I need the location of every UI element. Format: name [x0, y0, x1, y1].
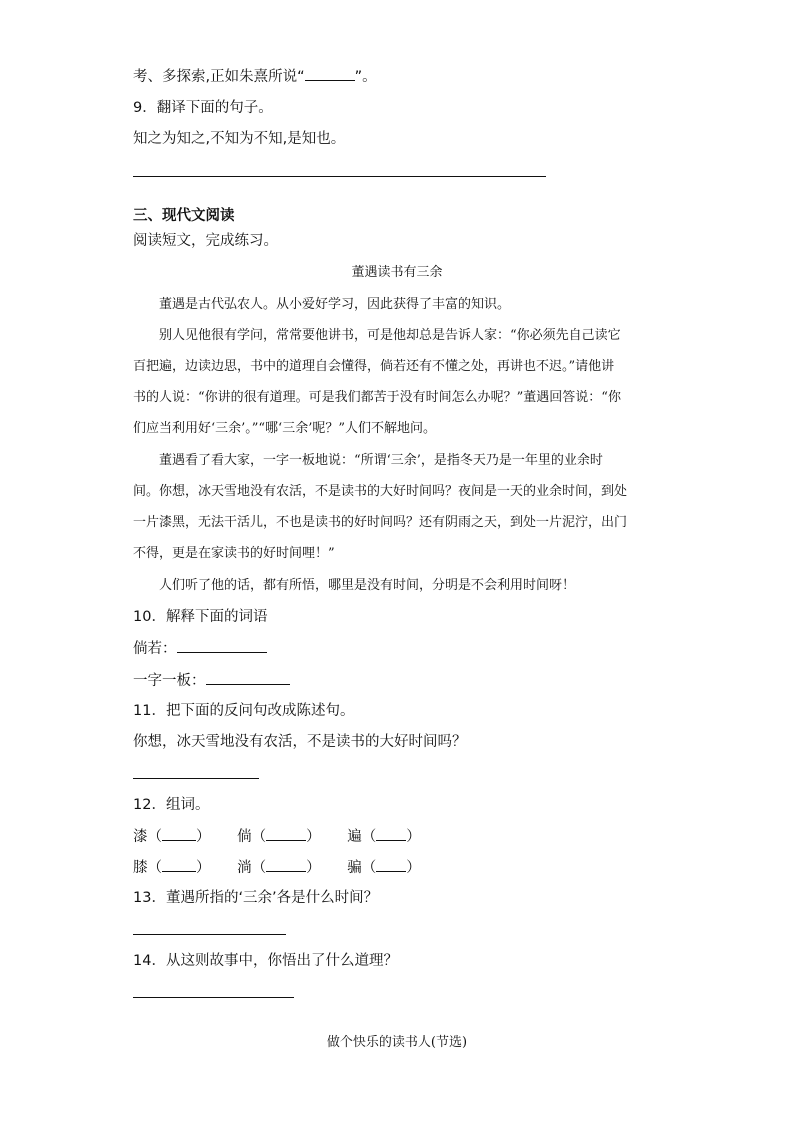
word-char: 遍（: [347, 829, 377, 845]
article-title: 董遇读书有三余: [351, 265, 443, 280]
question-14-answer-line[interactable]: [133, 997, 294, 998]
word-group-item: [347, 857, 421, 878]
word-char: 倘（: [237, 829, 267, 845]
word-char: 漆（: [133, 829, 162, 845]
answer-blank[interactable]: [162, 857, 196, 872]
article-line: 董遇看了看大家，一字一板地说：“所谓‘三余’，是指冬天乃是一年里的业余时: [133, 453, 603, 468]
word-char: 淌（: [237, 860, 267, 876]
article-line: 们应当利用好‘三余’。”“哪‘三余’呢？”人们不解地问。: [133, 421, 436, 436]
word-group-row: [133, 857, 443, 878]
question-11-sentence: 你想，冰天雪地没有农活，不是读书的大好时间吗？: [133, 734, 467, 750]
question-9-title: 9．翻译下面的句子。: [133, 100, 273, 116]
word-group-row: [133, 826, 443, 847]
article-line: 董遇是古代弘农人。从小爱好学习，因此获得了丰富的知识。: [133, 297, 511, 312]
answer-blank[interactable]: [376, 857, 406, 872]
question-10-title: 10．解释下面的词语: [133, 609, 268, 625]
question-13-title: 13．董遇所指的‘三余’各是什么时间？: [133, 890, 379, 906]
word-close: ）: [196, 829, 211, 845]
section-instruction: 阅读短文，完成练习。: [133, 233, 278, 249]
article-line: 别人见他很有学问，常常要他讲书，可是他却总是告诉人家：“你必须先自己读它: [133, 328, 621, 343]
question-9-sentence: 知之为知之,不知为不知,是知也。: [133, 131, 346, 147]
question-12-title: 12．组词。: [133, 797, 210, 813]
section-heading: 三、现代文阅读: [133, 208, 235, 224]
answer-blank[interactable]: [376, 826, 406, 841]
answer-blank[interactable]: [305, 66, 355, 81]
word-group-item: [237, 826, 321, 847]
answer-blank[interactable]: [206, 670, 290, 685]
answer-blank[interactable]: [266, 826, 306, 841]
answer-blank[interactable]: [177, 638, 267, 653]
continued-text-end: ”。: [354, 69, 377, 85]
article-line: 书的人说：“你讲的很有道理。可是我们都苦于没有时间怎么办呢？”董遇回答说：“你: [133, 390, 621, 405]
question-9-answer-line[interactable]: [133, 176, 546, 177]
word-group-item: [133, 857, 211, 878]
answer-blank[interactable]: [162, 826, 196, 841]
question-13-answer-line[interactable]: [133, 934, 286, 935]
question-10-item: [133, 670, 290, 691]
word-group-item: [347, 826, 421, 847]
word-char: 骗（: [347, 860, 377, 876]
question-11-title: 11．把下面的反问句改成陈述句。: [133, 703, 355, 719]
continued-line: [133, 66, 377, 87]
word-group-item: [237, 857, 321, 878]
continued-text: 考、多探索,正如朱熹所说“: [133, 69, 305, 85]
term-label: 倘若：: [133, 641, 177, 657]
word-close: ）: [406, 860, 421, 876]
article-line: 间。你想，冰天雪地没有农活，不是读书的大好时间吗？夜间是一天的业余时间，到处: [133, 484, 628, 499]
word-group-item: [133, 826, 211, 847]
question-10-item: [133, 638, 267, 659]
term-label: 一字一板：: [133, 673, 206, 689]
answer-blank[interactable]: [266, 857, 306, 872]
question-14-title: 14．从这则故事中，你悟出了什么道理？: [133, 953, 398, 969]
article-line: 人们听了他的话，都有所悟，哪里是没有时间，分明是不会利用时间呀！: [133, 578, 576, 593]
question-11-answer-line[interactable]: [133, 778, 259, 779]
word-char: 膝（: [133, 860, 162, 876]
word-close: ）: [196, 860, 211, 876]
word-close: ）: [306, 829, 321, 845]
article-line: 不得，更是在家读书的好时间哩！”: [133, 546, 335, 561]
next-article-title: 做个快乐的读书人(节选): [326, 1035, 468, 1050]
article-line: 百把遍，边读边思，书中的道理自会懂得，倘若还有不懂之处，再讲也不迟。”请他讲: [133, 359, 615, 374]
word-close: ）: [306, 860, 321, 876]
word-close: ）: [406, 829, 421, 845]
article-line: 一片漆黑，无法干活儿，不也是读书的好时间吗？还有阴雨之天，到处一片泥泞，出门: [133, 515, 628, 530]
